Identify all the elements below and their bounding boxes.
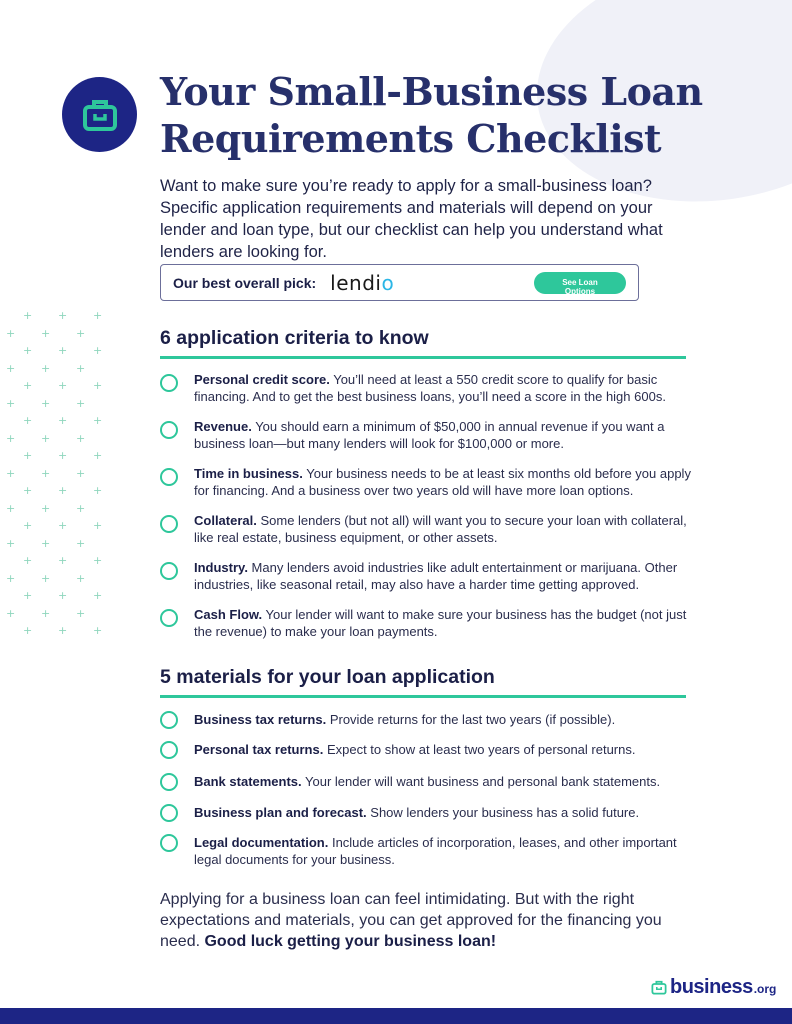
criteria-item-body: Many lenders avoid industries like adult entertainment or marijuana. Other industries, like seasonal retail, may also have a harder time getting approved. xyxy=(194,560,678,592)
brand-tld: .org xyxy=(753,982,777,996)
materials-item-text xyxy=(194,741,704,758)
checkbox-circle-icon[interactable] xyxy=(160,711,178,729)
plus-icon: + xyxy=(41,431,51,445)
materials-item-title: Business tax returns. xyxy=(194,712,327,727)
criteria-item-text xyxy=(194,606,704,640)
brand-name: business xyxy=(670,976,753,998)
checkbox-circle-icon[interactable] xyxy=(160,773,178,791)
plus-icon: + xyxy=(23,484,33,497)
plus-icon: + xyxy=(76,396,86,410)
checkbox-circle-icon[interactable] xyxy=(160,609,178,627)
plus-icon: + xyxy=(23,414,33,427)
plus-icon: + xyxy=(58,344,68,357)
materials-item-text xyxy=(194,834,704,868)
criteria-item-body: Your business needs to be at least six months old before you apply for financing. And a business over two years old will have more loan options. xyxy=(194,466,691,498)
criteria-item-title: Personal credit score. xyxy=(194,372,330,387)
plus-icon: + xyxy=(58,379,68,392)
criteria-item-title: Collateral. xyxy=(194,513,257,528)
plus-icon: + xyxy=(41,536,51,550)
checkbox-circle-icon[interactable] xyxy=(160,804,178,822)
plus-icon: + xyxy=(76,326,86,340)
criteria-item-body: You’ll need at least a 550 credit score to qualify for basic financing. And to get the best business loans, you’ll need a score in the high 600s. xyxy=(194,372,666,404)
title-line-2: Requirements Checklist xyxy=(160,116,662,161)
best-pick-label: Our best overall pick: xyxy=(173,274,317,291)
materials-heading: 5 materials for your loan application xyxy=(160,666,686,698)
plus-icon: + xyxy=(58,309,68,322)
plus-icon: + xyxy=(76,501,86,515)
intro-paragraph: Want to make sure you’re ready to apply for a small-business loan? Specific application requirements and materials will depend on your lender and loan type, but our checklist can help you understand what lenders are looking for. xyxy=(160,177,663,261)
materials-item-title: Bank statements. xyxy=(194,774,302,789)
plus-icon: + xyxy=(93,554,103,567)
checkbox-circle-icon[interactable] xyxy=(160,421,178,439)
checkbox-circle-icon[interactable] xyxy=(160,374,178,392)
plus-icon: + xyxy=(41,571,51,585)
materials-item-title: Legal documentation. xyxy=(194,835,329,850)
closing-bold-text: Good luck getting your business loan! xyxy=(204,933,497,950)
plus-icon: + xyxy=(76,361,86,375)
logo-badge xyxy=(62,77,137,152)
plus-icon: + xyxy=(41,326,51,340)
criteria-item-title: Industry. xyxy=(194,560,248,575)
criteria-item-title: Time in business. xyxy=(194,466,303,481)
plus-icon: + xyxy=(6,536,16,550)
checkbox-circle-icon[interactable] xyxy=(160,468,178,486)
plus-icon: + xyxy=(23,624,33,637)
materials-item-body: Include articles of incorporation, leases, and other important legal documents for your business. xyxy=(194,835,677,867)
plus-icon: + xyxy=(58,449,68,462)
plus-icon: + xyxy=(41,396,51,410)
plus-icon: + xyxy=(41,501,51,515)
plus-icon: + xyxy=(58,414,68,427)
plus-icon: + xyxy=(6,466,16,480)
plus-icon: + xyxy=(6,606,16,620)
criteria-item-body: You should earn a minimum of $50,000 in annual revenue if you want a business loan—but many lenders will look for $100,000 or more. xyxy=(194,419,665,451)
plus-icon: + xyxy=(93,414,103,427)
briefcase-icon xyxy=(82,98,118,132)
plus-icon: + xyxy=(76,536,86,550)
criteria-item-text xyxy=(194,512,704,546)
plus-icon: + xyxy=(76,431,86,445)
best-pick-banner xyxy=(160,264,639,301)
criteria-item-text xyxy=(194,559,704,593)
page-title xyxy=(160,68,760,162)
plus-icon: + xyxy=(76,466,86,480)
plus-icon: + xyxy=(93,589,103,602)
plus-icon: + xyxy=(23,519,33,532)
plus-icon: + xyxy=(76,571,86,585)
plus-icon: + xyxy=(6,361,16,375)
plus-icon: + xyxy=(41,361,51,375)
plus-pattern-decoration xyxy=(0,310,110,640)
plus-icon: + xyxy=(76,606,86,620)
criteria-item-title: Revenue. xyxy=(194,419,252,434)
title-line-1: Your Small-Business Loan xyxy=(160,69,703,114)
plus-icon: + xyxy=(6,571,16,585)
plus-icon: + xyxy=(23,344,33,357)
closing-text: Applying for a business loan can feel intimidating. But with the right expectations and materials, you can get approved for the financing you need. xyxy=(160,891,662,950)
plus-icon: + xyxy=(6,501,16,515)
plus-icon: + xyxy=(93,309,103,322)
materials-item-text xyxy=(194,773,704,790)
materials-item-body: Your lender will want business and personal bank statements. xyxy=(301,774,661,789)
closing-paragraph xyxy=(160,889,700,952)
plus-icon: + xyxy=(58,589,68,602)
checkbox-circle-icon[interactable] xyxy=(160,515,178,533)
plus-icon: + xyxy=(23,554,33,567)
plus-icon: + xyxy=(58,624,68,637)
plus-icon: + xyxy=(58,484,68,497)
briefcase-icon xyxy=(651,980,667,995)
checkbox-circle-icon[interactable] xyxy=(160,834,178,852)
footer-bar xyxy=(0,1008,792,1024)
materials-item-text xyxy=(194,804,704,821)
business-org-logo[interactable] xyxy=(651,977,776,997)
checkbox-circle-icon[interactable] xyxy=(160,741,178,759)
lendio-logo-text: lendi xyxy=(330,270,382,295)
lendio-logo[interactable] xyxy=(330,271,394,295)
materials-item-body: Show lenders your business has a solid future. xyxy=(366,805,640,820)
criteria-item-body: Some lenders (but not all) will want you to secure your loan with collateral, like real estate, business equipment, or other assets. xyxy=(194,513,687,545)
see-loan-options-button[interactable]: See Loan Options xyxy=(534,272,626,294)
criteria-item-text xyxy=(194,465,704,499)
criteria-item-text xyxy=(194,418,704,452)
plus-icon: + xyxy=(23,379,33,392)
lendio-logo-accent: o xyxy=(381,270,395,295)
plus-icon: + xyxy=(23,449,33,462)
plus-icon: + xyxy=(58,554,68,567)
criteria-heading: 6 application criteria to know xyxy=(160,327,686,359)
plus-icon: + xyxy=(58,519,68,532)
plus-icon: + xyxy=(93,379,103,392)
plus-icon: + xyxy=(41,606,51,620)
plus-icon: + xyxy=(6,431,16,445)
materials-item-body: Provide returns for the last two years (if possible). xyxy=(326,712,616,727)
criteria-item-text xyxy=(194,371,704,405)
materials-item-title: Personal tax returns. xyxy=(194,742,324,757)
plus-icon: + xyxy=(6,396,16,410)
checkbox-circle-icon[interactable] xyxy=(160,562,178,580)
materials-item-title: Business plan and forecast. xyxy=(194,805,367,820)
criteria-item-body: Your lender will want to make sure your business has the budget (not just the revenue) to make your loan payments. xyxy=(194,607,687,639)
plus-icon: + xyxy=(6,326,16,340)
plus-icon: + xyxy=(23,589,33,602)
plus-icon: + xyxy=(93,519,103,532)
plus-icon: + xyxy=(23,309,33,322)
criteria-item-title: Cash Flow. xyxy=(194,607,263,622)
plus-icon: + xyxy=(93,449,103,462)
plus-icon: + xyxy=(41,466,51,480)
materials-item-body: Expect to show at least two years of personal returns. xyxy=(323,742,636,757)
materials-item-text xyxy=(194,711,704,728)
plus-icon: + xyxy=(93,344,103,357)
plus-icon: + xyxy=(93,484,103,497)
plus-icon: + xyxy=(93,624,103,637)
